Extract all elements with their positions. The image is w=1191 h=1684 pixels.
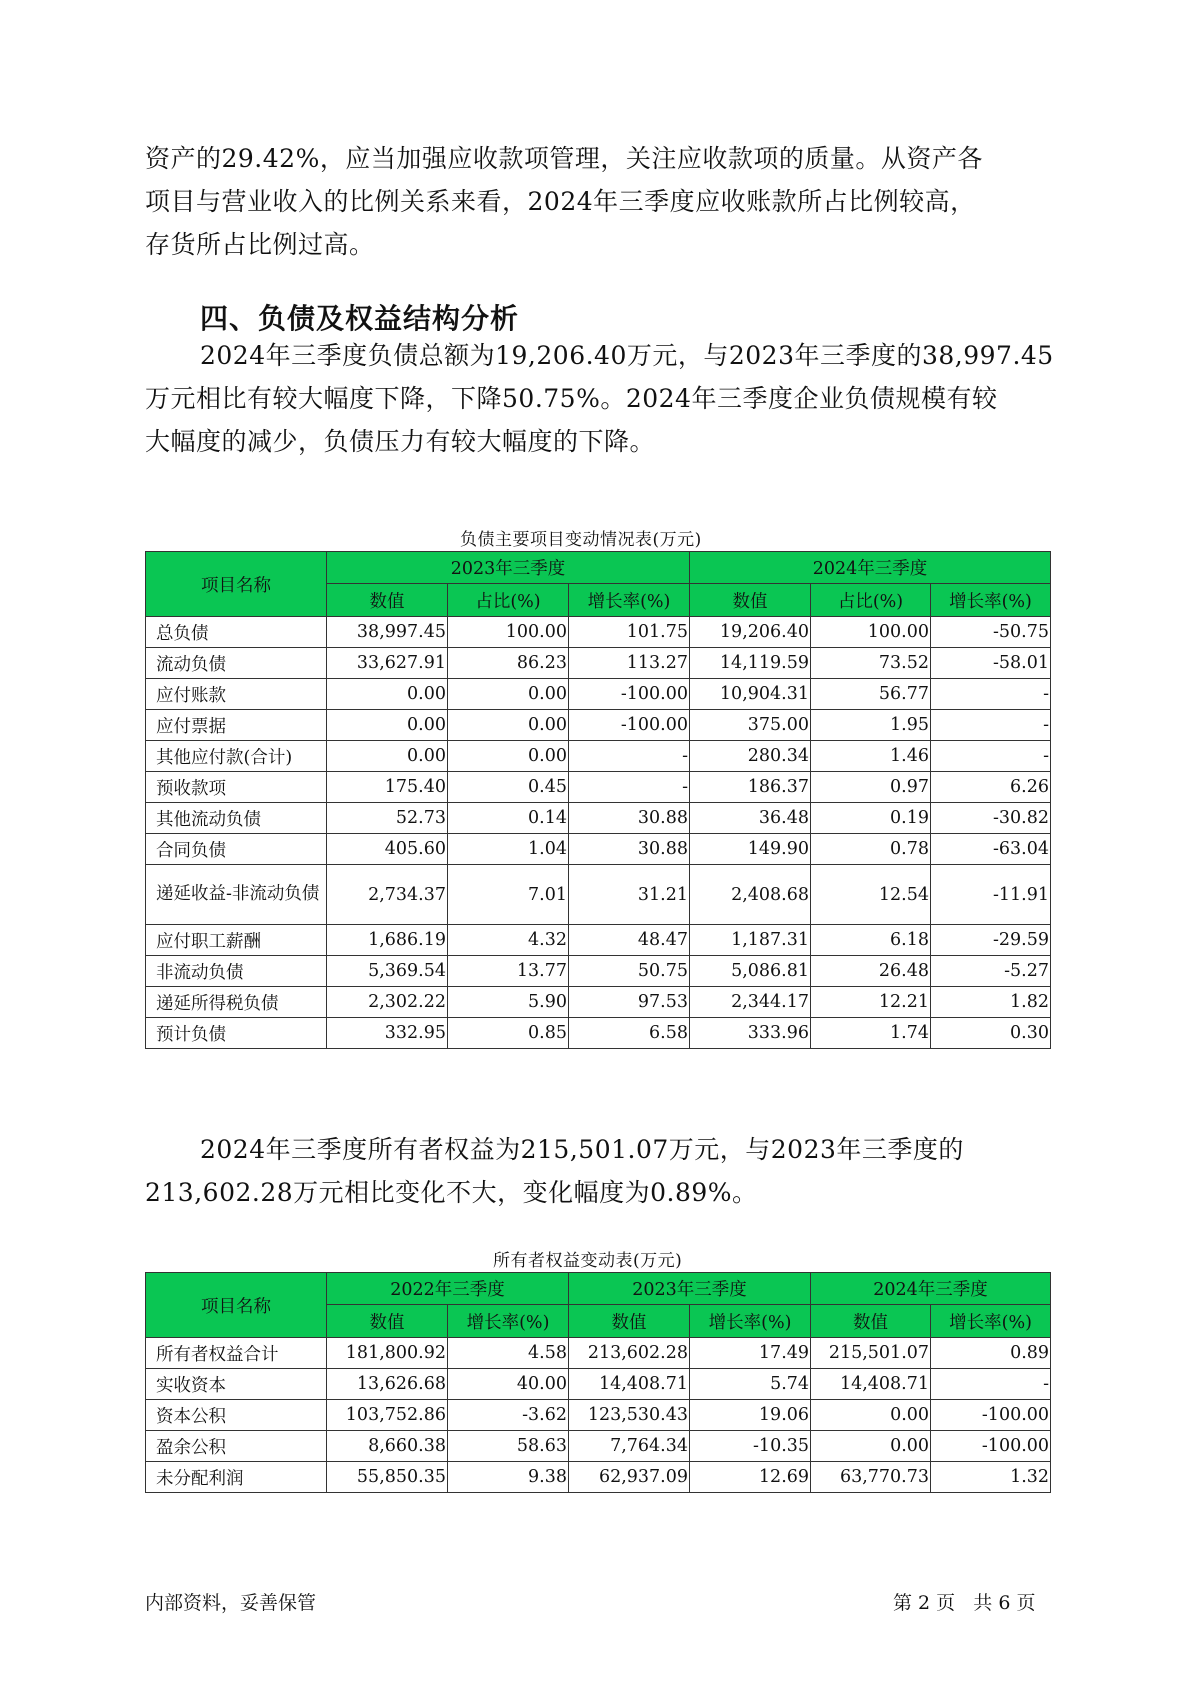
table-cell: 0.85	[448, 1018, 569, 1049]
intro-line: 项目与营业收入的比例关系来看，2024年三季度应收账款所占比例较高，	[145, 187, 976, 216]
table-cell: 7,764.34	[569, 1431, 690, 1462]
table-cell: 0.45	[448, 772, 569, 803]
liability-table-caption: 负债主要项目变动情况表(万元)	[460, 530, 702, 550]
table-row	[146, 772, 1051, 803]
row-label: 实收资本	[146, 1369, 327, 1400]
sub-header: 数值	[327, 584, 448, 617]
section-title: 四、负债及权益结构分析	[200, 302, 520, 335]
sub-header: 占比(%)	[811, 584, 931, 617]
table-cell: 6.58	[569, 1018, 690, 1049]
table-cell: 36.48	[690, 803, 811, 834]
table-cell: 0.30	[931, 1018, 1051, 1049]
table-cell: 30.88	[569, 803, 690, 834]
table-cell: 73.52	[811, 648, 931, 679]
liability-paragraph	[145, 334, 1065, 463]
period-header: 2022年三季度	[327, 1273, 569, 1305]
intro-paragraph	[145, 137, 1065, 266]
table-cell: -100.00	[569, 710, 690, 741]
row-label: 递延收益-非流动负债	[146, 865, 327, 925]
table-cell: 4.58	[448, 1338, 569, 1369]
table-cell: 101.75	[569, 617, 690, 648]
row-label: 应付职工薪酬	[146, 925, 327, 956]
table-cell: 0.00	[327, 710, 448, 741]
table-cell: 12.54	[811, 865, 931, 925]
table-cell: 213,602.28	[569, 1338, 690, 1369]
table-cell: 5.90	[448, 987, 569, 1018]
table-cell: 0.14	[448, 803, 569, 834]
table-cell: 5,369.54	[327, 956, 448, 987]
row-label: 总负债	[146, 617, 327, 648]
equity-paragraph	[145, 1128, 1065, 1214]
table-cell: 0.00	[327, 741, 448, 772]
sub-header: 增长率(%)	[448, 1305, 569, 1338]
table-cell: 0.00	[448, 710, 569, 741]
table-row	[146, 710, 1051, 741]
table-cell: 1,187.31	[690, 925, 811, 956]
table-cell: 0.89	[931, 1338, 1051, 1369]
table-row	[146, 803, 1051, 834]
table-cell: 0.00	[811, 1431, 931, 1462]
table-cell: 0.97	[811, 772, 931, 803]
intro-line: 存货所占比例过高。	[145, 230, 375, 259]
row-label: 合同负债	[146, 834, 327, 865]
table-cell: -58.01	[931, 648, 1051, 679]
row-label: 应付账款	[146, 679, 327, 710]
table-cell: -	[931, 1369, 1051, 1400]
table-cell: 6.18	[811, 925, 931, 956]
sub-header: 数值	[690, 584, 811, 617]
table-cell: 1.04	[448, 834, 569, 865]
sub-header: 数值	[327, 1305, 448, 1338]
table-cell: -	[931, 741, 1051, 772]
table-cell: 100.00	[811, 617, 931, 648]
table-cell: 40.00	[448, 1369, 569, 1400]
table-cell: 19.06	[690, 1400, 811, 1431]
table-row	[146, 1338, 1051, 1369]
table-cell: -100.00	[931, 1400, 1051, 1431]
table-cell: 10,904.31	[690, 679, 811, 710]
table-cell: 55,850.35	[327, 1462, 448, 1493]
liability-line: 大幅度的减少，负债压力有较大幅度的下降。	[145, 427, 656, 456]
table-cell: -100.00	[569, 679, 690, 710]
table-cell: 181,800.92	[327, 1338, 448, 1369]
table-row	[146, 741, 1051, 772]
table-cell: 0.19	[811, 803, 931, 834]
table-cell: 5.74	[690, 1369, 811, 1400]
intro-line: 资产的29.42%，应当加强应收款项管理，关注应收款项的质量。从资产各	[145, 144, 983, 173]
equity-line: 213,602.28万元相比变化不大，变化幅度为0.89%。	[145, 1178, 758, 1207]
table-cell: 12.21	[811, 987, 931, 1018]
period-header: 2023年三季度	[327, 552, 690, 584]
sub-header: 数值	[569, 1305, 690, 1338]
table-cell: 2,302.22	[327, 987, 448, 1018]
table-cell: -63.04	[931, 834, 1051, 865]
table-cell: 215,501.07	[811, 1338, 931, 1369]
table-cell: 4.32	[448, 925, 569, 956]
table-row	[146, 617, 1051, 648]
table-cell: 8,660.38	[327, 1431, 448, 1462]
table-cell: 9.38	[448, 1462, 569, 1493]
table-cell: 30.88	[569, 834, 690, 865]
table-cell: -50.75	[931, 617, 1051, 648]
table-cell: 62,937.09	[569, 1462, 690, 1493]
sub-header: 增长率(%)	[931, 584, 1051, 617]
table-cell: 14,408.71	[569, 1369, 690, 1400]
table-cell: -	[569, 741, 690, 772]
table-row	[146, 679, 1051, 710]
table-row	[146, 865, 1051, 925]
table-cell: 7.01	[448, 865, 569, 925]
table-cell: 405.60	[327, 834, 448, 865]
liability-table	[145, 551, 1051, 1049]
table-cell: -5.27	[931, 956, 1051, 987]
table-cell: 0.00	[448, 741, 569, 772]
table-cell: 1.46	[811, 741, 931, 772]
table-cell: -100.00	[931, 1431, 1051, 1462]
table-cell: 6.26	[931, 772, 1051, 803]
table-cell: 12.69	[690, 1462, 811, 1493]
table-row	[146, 925, 1051, 956]
table-cell: 1.74	[811, 1018, 931, 1049]
table-cell: -	[931, 710, 1051, 741]
row-label: 其他应付款(合计)	[146, 741, 327, 772]
table-cell: -10.35	[690, 1431, 811, 1462]
table-cell: 5,086.81	[690, 956, 811, 987]
table-row	[146, 1400, 1051, 1431]
equity-table-body	[146, 1338, 1051, 1493]
row-label: 流动负债	[146, 648, 327, 679]
row-label: 非流动负债	[146, 956, 327, 987]
period-header: 2023年三季度	[569, 1273, 811, 1305]
table-cell: 0.00	[811, 1400, 931, 1431]
sub-header: 占比(%)	[448, 584, 569, 617]
row-label: 未分配利润	[146, 1462, 327, 1493]
table-cell: 14,408.71	[811, 1369, 931, 1400]
sub-header: 增长率(%)	[569, 584, 690, 617]
sub-header: 数值	[811, 1305, 931, 1338]
row-label: 资本公积	[146, 1400, 327, 1431]
liability-line: 2024年三季度负债总额为19,206.40万元，与2023年三季度的38,997.45	[200, 341, 1054, 370]
row-label: 递延所得税负债	[146, 987, 327, 1018]
row-label: 预收款项	[146, 772, 327, 803]
table-cell: 86.23	[448, 648, 569, 679]
table-cell: 186.37	[690, 772, 811, 803]
table-cell: 0.78	[811, 834, 931, 865]
table-cell: 1.32	[931, 1462, 1051, 1493]
table-row	[146, 1018, 1051, 1049]
table-row	[146, 834, 1051, 865]
equity-table	[145, 1272, 1051, 1493]
table-cell: 58.63	[448, 1431, 569, 1462]
footer-note: 内部资料，妥善保管	[145, 1592, 317, 1614]
row-label: 应付票据	[146, 710, 327, 741]
period-header: 2024年三季度	[690, 552, 1051, 584]
table-cell: 50.75	[569, 956, 690, 987]
table-cell: -3.62	[448, 1400, 569, 1431]
equity-line: 2024年三季度所有者权益为215,501.07万元，与2023年三季度的	[200, 1135, 964, 1164]
table-cell: 19,206.40	[690, 617, 811, 648]
period-header: 2024年三季度	[811, 1273, 1051, 1305]
table-cell: -	[569, 772, 690, 803]
table-row	[146, 1462, 1051, 1493]
page-number: 第 2 页 共 6 页	[893, 1592, 1036, 1614]
table-cell: 1.95	[811, 710, 931, 741]
table-cell: 0.00	[327, 679, 448, 710]
table-cell: 38,997.45	[327, 617, 448, 648]
table-cell: 13,626.68	[327, 1369, 448, 1400]
table-cell: -11.91	[931, 865, 1051, 925]
table-cell: 103,752.86	[327, 1400, 448, 1431]
table-cell: 14,119.59	[690, 648, 811, 679]
table-row	[146, 648, 1051, 679]
equity-table-caption: 所有者权益变动表(万元)	[493, 1251, 683, 1271]
row-label: 预计负债	[146, 1018, 327, 1049]
table-cell: 48.47	[569, 925, 690, 956]
table-cell: 2,408.68	[690, 865, 811, 925]
table-cell: 280.34	[690, 741, 811, 772]
table-cell: 100.00	[448, 617, 569, 648]
table-cell: 123,530.43	[569, 1400, 690, 1431]
table-row	[146, 1431, 1051, 1462]
table-cell: 56.77	[811, 679, 931, 710]
table-cell: -30.82	[931, 803, 1051, 834]
table-cell: 1,686.19	[327, 925, 448, 956]
table-row	[146, 1369, 1051, 1400]
table-cell: 17.49	[690, 1338, 811, 1369]
table-cell: -	[931, 679, 1051, 710]
table-cell: 13.77	[448, 956, 569, 987]
table-row	[146, 956, 1051, 987]
table-cell: 31.21	[569, 865, 690, 925]
row-label: 所有者权益合计	[146, 1338, 327, 1369]
table-cell: 375.00	[690, 710, 811, 741]
table-cell: 63,770.73	[811, 1462, 931, 1493]
col-header-name: 项目名称	[146, 552, 327, 617]
table-cell: 33,627.91	[327, 648, 448, 679]
table-cell: 52.73	[327, 803, 448, 834]
table-cell: 2,734.37	[327, 865, 448, 925]
table-cell: 175.40	[327, 772, 448, 803]
table-cell: -29.59	[931, 925, 1051, 956]
row-label: 其他流动负债	[146, 803, 327, 834]
row-label: 盈余公积	[146, 1431, 327, 1462]
table-cell: 0.00	[448, 679, 569, 710]
sub-header: 增长率(%)	[690, 1305, 811, 1338]
table-cell: 97.53	[569, 987, 690, 1018]
liability-line: 万元相比有较大幅度下降，下降50.75%。2024年三季度企业负债规模有较	[145, 384, 998, 413]
table-cell: 113.27	[569, 648, 690, 679]
liability-table-body	[146, 617, 1051, 1049]
table-cell: 333.96	[690, 1018, 811, 1049]
table-cell: 2,344.17	[690, 987, 811, 1018]
table-cell: 149.90	[690, 834, 811, 865]
table-cell: 1.82	[931, 987, 1051, 1018]
table-cell: 26.48	[811, 956, 931, 987]
sub-header: 增长率(%)	[931, 1305, 1051, 1338]
table-row	[146, 987, 1051, 1018]
col-header-name: 项目名称	[146, 1273, 327, 1338]
table-cell: 332.95	[327, 1018, 448, 1049]
